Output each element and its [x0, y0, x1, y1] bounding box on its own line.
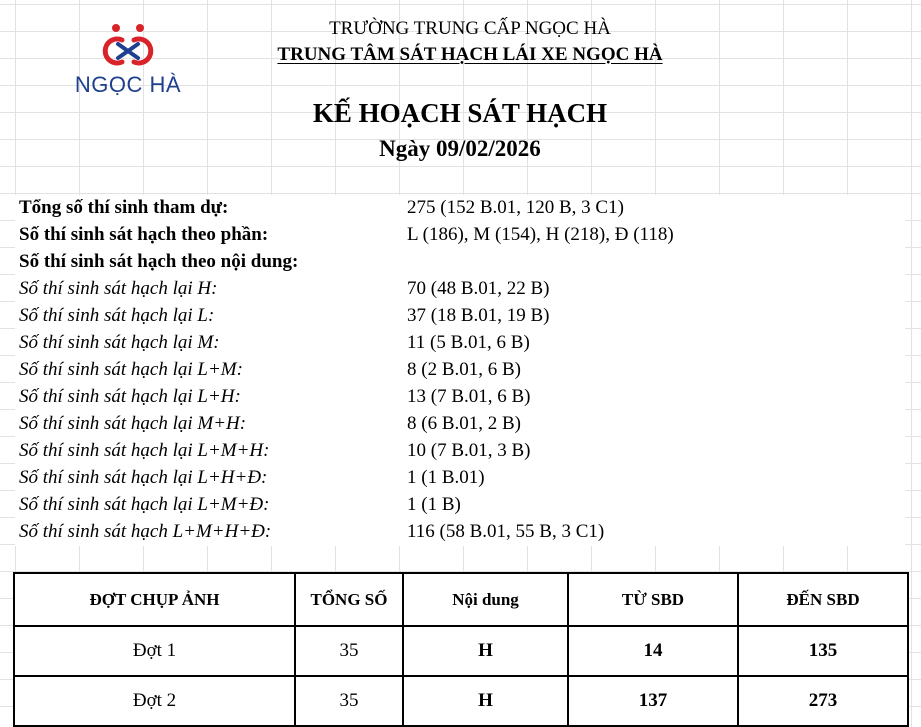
page-title: KẾ HOẠCH SÁT HẠCH [312, 98, 608, 128]
stat-value: 275 (152 B.01, 120 B, 3 C1) [407, 197, 624, 218]
stat-label: Số thí sinh sát hạch theo nội dung: [19, 251, 299, 272]
cell-content: H [403, 626, 568, 676]
stat-row [15, 384, 905, 411]
cell-batch: Đợt 2 [14, 676, 295, 726]
stat-label: Số thí sinh sát hạch lại L+M: [19, 359, 243, 380]
stat-value: 116 (58 B.01, 55 B, 3 C1) [407, 521, 605, 542]
stat-label: Số thí sinh sát hạch theo phần: [19, 224, 269, 245]
cell-content: H [403, 676, 568, 726]
cell-total: 35 [295, 626, 403, 676]
stat-label: Số thí sinh sát hạch lại L+M+H: [19, 440, 270, 461]
stat-label: Số thí sinh sát hạch lại L+M+Đ: [19, 494, 270, 515]
stat-row [15, 492, 905, 519]
cell-from-sbd: 14 [568, 626, 738, 676]
stat-value: 8 (6 B.01, 2 B) [407, 413, 521, 434]
table-row [14, 676, 908, 726]
stat-value: 8 (2 B.01, 6 B) [407, 359, 521, 380]
table-header-row [14, 573, 908, 626]
plan-date: Ngày 09/02/2026 [379, 136, 541, 161]
stat-label: Số thí sinh sát hạch lại L+H: [19, 386, 241, 407]
stat-row [15, 276, 905, 303]
stat-value: 11 (5 B.01, 6 B) [407, 332, 530, 353]
cell-total: 35 [295, 676, 403, 726]
school-name: TRƯỜNG TRUNG CẤP NGỌC HÀ [329, 18, 611, 39]
stat-row [15, 195, 905, 222]
stat-label: Số thí sinh sát hạch lại L: [19, 305, 215, 326]
stat-value: 1 (1 B.01) [407, 467, 485, 488]
stat-value: L (186), M (154), H (218), Đ (118) [407, 224, 674, 245]
center-name [220, 44, 720, 66]
stat-label: Số thí sinh sát hạch lại H: [19, 278, 218, 299]
stat-label: Số thí sinh sát hạch lại M+H: [19, 413, 247, 434]
stat-row [15, 330, 905, 357]
stat-row [15, 411, 905, 438]
stat-row [15, 357, 905, 384]
stats-list [15, 195, 905, 546]
table-row [14, 626, 908, 676]
stat-row [15, 222, 905, 249]
cell-from-sbd: 137 [568, 676, 738, 726]
stat-row [15, 519, 905, 546]
cell-to-sbd: 135 [738, 626, 908, 676]
stat-label: Tổng số thí sinh tham dự: [19, 197, 229, 218]
stat-value: 70 (48 B.01, 22 B) [407, 278, 550, 299]
stat-value: 37 (18 B.01, 19 B) [407, 305, 550, 326]
cell-batch: Đợt 1 [14, 626, 295, 676]
stat-row [15, 303, 905, 330]
stat-value: 13 (7 B.01, 6 B) [407, 386, 531, 407]
col-header-total: TỔNG SỐ [295, 573, 403, 626]
col-header-from-sbd: TỪ SBD [568, 573, 738, 626]
col-header-batch: ĐỢT CHỤP ẢNH [14, 573, 295, 626]
col-header-content: Nội dung [403, 573, 568, 626]
stat-row [15, 438, 905, 465]
cell-to-sbd: 273 [738, 676, 908, 726]
stat-label: Số thí sinh sát hạch lại L+H+Đ: [19, 467, 268, 488]
photo-schedule-table [13, 572, 909, 727]
logo [72, 20, 184, 100]
col-header-to-sbd: ĐẾN SBD [738, 573, 908, 626]
logo-icon [92, 20, 164, 70]
stat-value: 10 (7 B.01, 3 B) [407, 440, 531, 461]
stat-row [15, 249, 905, 276]
center-name-text: TRUNG TÂM SÁT HẠCH LÁI XE NGỌC HÀ [277, 44, 663, 65]
stat-row [15, 465, 905, 492]
logo-text: NGỌC HÀ [74, 72, 182, 97]
stat-label: Số thí sinh sát hạch lại M: [19, 332, 220, 353]
stat-label: Số thí sinh sát hạch L+M+H+Đ: [19, 521, 272, 542]
stat-value: 1 (1 B) [407, 494, 461, 515]
